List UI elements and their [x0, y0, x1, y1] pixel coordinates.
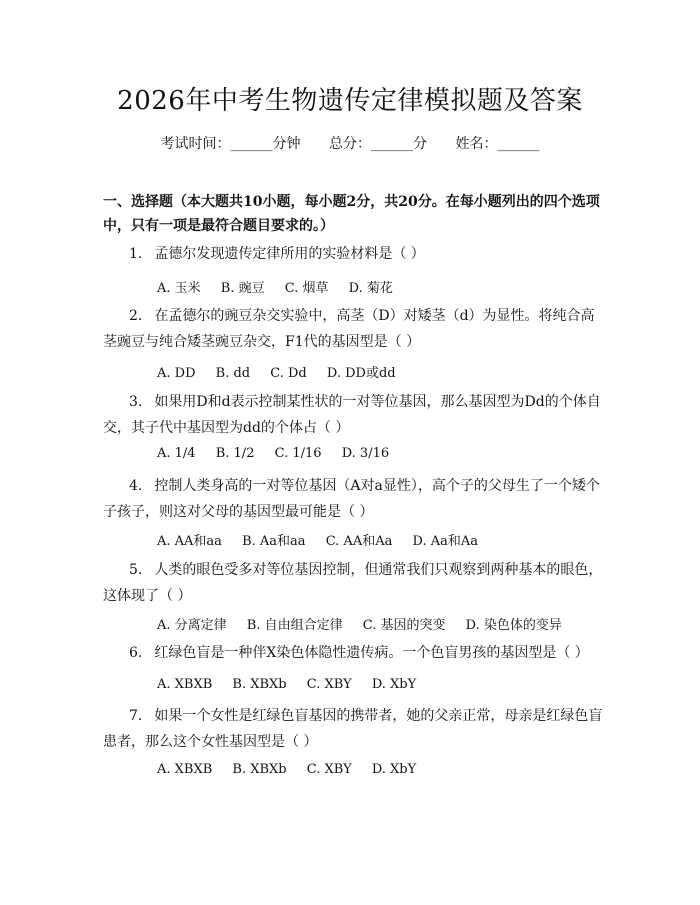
exam-meta: [0, 133, 700, 153]
question-number: 1.: [129, 246, 143, 262]
option-a: A. 分离定律: [157, 618, 227, 633]
option-a: A. AA和aa: [157, 534, 222, 549]
question-2-options: [157, 362, 412, 381]
question-5-options: [157, 614, 578, 633]
option-c: C. AA和Aa: [325, 534, 393, 549]
page-title: 2026年中考生物遗传定律模拟题及答案: [117, 86, 583, 116]
question-text: 在孟德尔的豌豆杂交实验中，高茎（D）对矮茎（d）为显性。将纯合高茎豌豆与纯合矮茎豌豆杂交，F1代的基因型是（ ）: [103, 308, 595, 350]
option-d: D. Aa和Aa: [412, 534, 479, 549]
question-text: 孟德尔发现遗传定律所用的实验材料是（ ）: [154, 246, 425, 262]
question-3-options: [157, 446, 405, 461]
question-number: 4.: [129, 478, 143, 494]
option-d: D. 菊花: [348, 281, 393, 296]
option-c: C. 烟草: [284, 281, 329, 296]
question-3: [103, 389, 603, 441]
option-b: B. XBXb: [232, 677, 287, 692]
question-number: 2.: [129, 308, 143, 324]
student-name: 姓名：______: [455, 136, 540, 152]
exam-time: 考试时间：______分钟: [160, 136, 301, 152]
option-a: A. XBXB: [157, 677, 213, 692]
section-heading: 一、选择题（本大题共10小题，每小题2分，共20分。在每小题列出的四个选项中，只有一项是最符合题目要求的。）: [103, 194, 600, 234]
option-c: C. 1/16: [274, 446, 322, 461]
question-1-options: [157, 277, 409, 296]
question-1: [103, 241, 603, 267]
option-c: C. 基因的突变: [362, 618, 446, 633]
option-a: A. 玉米: [157, 281, 201, 296]
total-score: 总分：______分: [329, 136, 427, 152]
option-b: B. 自由组合定律: [246, 618, 343, 633]
question-number: 7.: [129, 708, 143, 724]
option-a: A. DD: [157, 366, 196, 381]
option-a: A. 1/4: [157, 446, 196, 461]
option-b: B. XBXb: [232, 762, 287, 777]
option-d: D. 染色体的变异: [465, 618, 562, 633]
question-6-options: [157, 677, 432, 692]
option-d: D. XbY: [371, 677, 417, 692]
option-d: D. DD或dd: [326, 366, 396, 381]
question-2: [103, 303, 603, 355]
question-text: 控制人类身高的一对等位基因（A对a显性），高个子的父母生了一个矮个子孩子，则这对父母的基因型最可能是（ ）: [103, 478, 600, 520]
question-number: 5.: [129, 562, 143, 578]
option-c: C. XBY: [306, 762, 352, 777]
option-c: C. Dd: [270, 366, 307, 381]
question-7-options: [157, 762, 432, 777]
question-5: [103, 557, 603, 609]
question-number: 6.: [129, 645, 143, 661]
question-text: 如果一个女性是红绿色盲基因的携带者，她的父亲正常，母亲是红绿色盲患者，那么这个女性基因型是（ ）: [103, 708, 603, 750]
question-4: [103, 473, 603, 525]
question-number: 3.: [129, 394, 143, 410]
question-7: [103, 703, 603, 755]
question-text: 人类的眼色受多对等位基因控制，但通常我们只观察到两种基本的眼色，这体现了（ ）: [103, 562, 603, 604]
option-b: B. 豌豆: [220, 281, 265, 296]
question-text: 如果用D和d表示控制某性状的一对等位基因，那么基因型为Dd的个体自交，其子代中基因型为dd的个体占（ ）: [103, 394, 601, 436]
option-b: B. 1/2: [215, 446, 255, 461]
option-b: B. Aa和aa: [242, 534, 306, 549]
question-text: 红绿色盲是一种伴X染色体隐性遗传病。一个色盲男孩的基因型是（ ）: [154, 645, 589, 661]
question-4-options: [157, 530, 494, 549]
option-d: D. 3/16: [341, 446, 390, 461]
option-a: A. XBXB: [157, 762, 213, 777]
option-d: D. XbY: [371, 762, 417, 777]
option-b: B. dd: [215, 366, 251, 381]
option-c: C. XBY: [306, 677, 352, 692]
question-6: [103, 640, 603, 666]
